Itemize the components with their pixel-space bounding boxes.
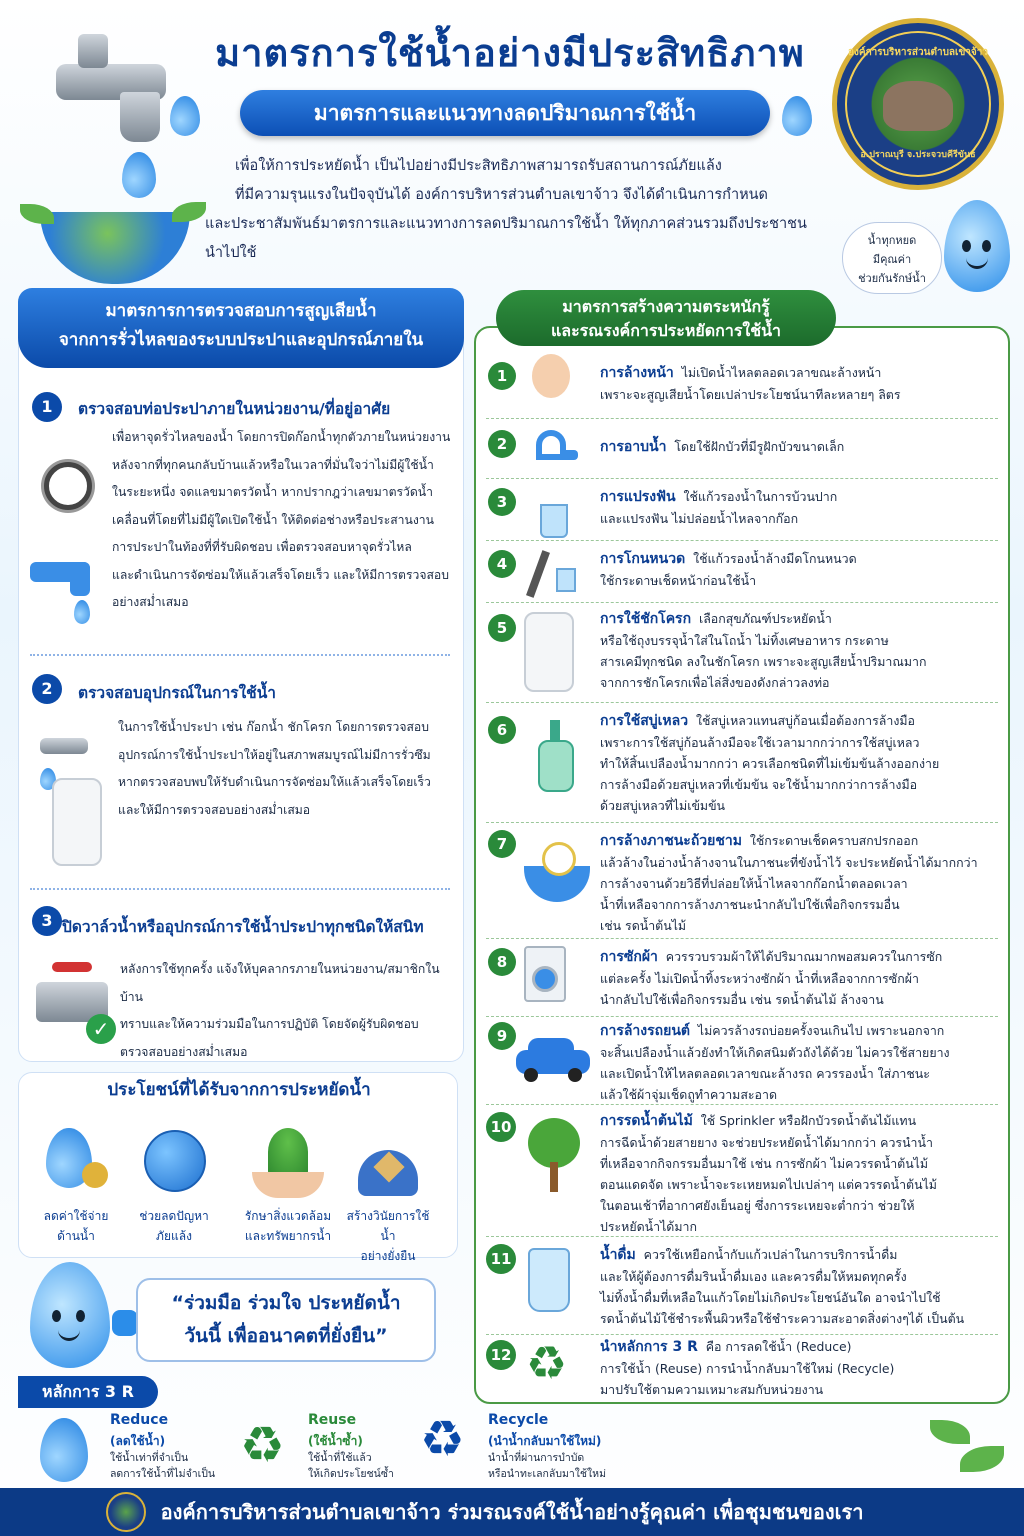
shower-icon (520, 424, 580, 484)
divider (486, 1236, 998, 1237)
benefit-item: ลดค่าใช้จ่าย ด้านน้ำ (43, 1209, 109, 1243)
check-icon: ✓ (86, 1014, 116, 1044)
item-number: 6 (488, 716, 516, 744)
item-number: 2 (488, 430, 516, 458)
awareness-item: การรดน้ำต้นไม้ ใช้ Sprinkler หรือฝักบัวรดน้ำต้นไม้แทน การฉีดน้ำด้วยสายยาง จะช่วยประหยัดน้ำได้มากกว่า ควรนำน้ำ ที่เหลือจากกิจกรรมอื่นมาใช้ เช่น การซักผ้า ไม่ควรรดน้ำต้นไม้ ตอนแดดจัด เพราะน้ำจะระเหยหมดไปเปล่าๆ แต่ควรรดน้ำต้นไม้ ในตอนเช้าที่อากาศยังเย็นอยู่ ซึ่งการระเหยจะต่ำกว่า ช่วยให้ ประหยัดน้ำได้มาก (600, 1113, 937, 1234)
reuse-body: ใช้น้ำที่ใช้แล้ว ให้เกิดประโยชน์ซ้ำ (308, 1452, 394, 1480)
inspection-panel-heading: มาตรการการตรวจสอบการสูญเสียน้ำ จากการรั่วไหลของระบบประปาและอุปกรณ์ภายใน (18, 288, 464, 368)
section-body: หลังการใช้ทุกครั้ง แจ้งให้บุคลากรภายในหน่วยงาน/สมาชิกในบ้าน ทราบและให้ความร่วมมือในการปฏิบัติ โดยจัดผู้รับผิดชอบ ตรวจสอบอย่างสม่ำเสมอ (120, 962, 440, 1059)
elephant-icon (883, 81, 953, 131)
liquid-soap-icon (520, 720, 580, 800)
item-number: 7 (488, 830, 516, 858)
faucet-icon (40, 738, 88, 754)
section-body: ในการใช้น้ำประปา เช่น ก๊อกน้ำ ชักโครก โดยการตรวจสอบ อุปกรณ์การใช้น้ำประปาให้อยู่ในสภาพสมบูรณ์ไม่มีการรั่วซึม หากตรวจสอบพบให้รับดำเนินการจัดซ่อมให้แล้วเสร็จโดยเร็ว และให้มีการตรวจสอบอย่างสม่ำเสมอ (118, 720, 431, 817)
divider (486, 602, 998, 603)
face-wash-icon (520, 350, 580, 410)
plant-icon (268, 1128, 308, 1176)
water-coins-icon (46, 1128, 110, 1198)
recycle-sub: (นำน้ำกลับมาใช้ใหม่) (488, 1434, 602, 1448)
benefits-heading: ประโยชน์ที่ได้รับจากการประหยัดน้ำ (107, 1080, 371, 1100)
section-title: ปิดวาล์วน้ำหรืออุปกรณ์การใช้น้ำประปาทุกชนิดให้สนิท (62, 918, 424, 936)
divider (486, 1334, 998, 1335)
divider (486, 938, 998, 939)
awareness-item: การอาบน้ำ โดยใช้ฝักบัวที่มีรูฝักบัวขนาดเล็ก (600, 439, 845, 455)
section-title: ตรวจสอบอุปกรณ์ในการใช้น้ำ (78, 684, 276, 702)
awareness-item: การใช้สบู่เหลว ใช้สบู่เหลวแทนสบู่ก้อนเมื่อต้องการล้างมือ เพราะการใช้สบู่ก้อนล้างมือจะใช้เวลามากกว่าการใช้สบู่เหลว ทำให้สิ้นเปลืองน้ำมากกว่า ควรเลือกชนิดที่ไม่เข้มข้นล้างออกง่าย การล้างมือด้วยสบู่เหลวที่เข้มข้น จะใช้น้ำมากกว่าการล้างมือ ด้วยสบู่เหลวที่ไม่เข้มข้น (600, 713, 940, 813)
divider (486, 702, 998, 703)
item-number: 3 (488, 488, 516, 516)
benefit-item: ช่วยลดปัญหา ภัยแล้ง (139, 1209, 209, 1243)
item-number: 8 (488, 948, 516, 976)
page-title: มาตรการใช้น้ำอย่างมีประสิทธิภาพ (215, 31, 805, 75)
divider (486, 418, 998, 419)
section-number: 3 (32, 906, 62, 936)
mascot-speech-bubble: น้ำทุกหยด มีคุณค่า ช่วยกันรักษ์น้ำ (842, 222, 942, 294)
recycle-icon: ♻ (526, 1336, 568, 1390)
recycle-icon: ♻ (420, 1410, 465, 1468)
section-title: ตรวจสอบท่อประปาภายในหน่วยงาน/ที่อยู่อาศัย (78, 400, 391, 418)
reduce-title: Reduce (110, 1412, 169, 1428)
awareness-item: การล้างหน้า ไม่เปิดน้ำไหลตลอดเวลาขณะล้างหน้า เพราะจะสูญเสียน้ำโดยเปล่าประโยชน์นาทีละหลายๆ ลิตร (600, 365, 901, 402)
tree-sprinkler-icon (520, 1114, 584, 1198)
water-drop-icon (170, 96, 200, 136)
item-number: 12 (486, 1340, 516, 1370)
water-drop-icon (74, 600, 90, 624)
item-number: 10 (486, 1112, 516, 1142)
reuse-title: Reuse (308, 1412, 357, 1428)
three-r-heading: หลักการ 3 R (18, 1376, 158, 1408)
reuse-recycle-icon: ♻ (240, 1416, 285, 1474)
footer-banner: องค์การบริหารส่วนตำบลเขาจ้าว ร่วมรณรงค์ใช้น้ำอย่างรู้คุณค่า เพื่อชุมชนของเรา (0, 1488, 1024, 1536)
water-drop-mascot (30, 1262, 110, 1368)
awareness-item: การโกนหนวด ใช้แก้วรองน้ำล้างมีดโกนหนวด ใช้กระดาษเช็ดหน้าก่อนใช้น้ำ (600, 551, 857, 588)
awareness-item: การใช้ชักโครก เลือกสุขภัณฑ์ประหยัดน้ำ หรือใช้ถุงบรรจุน้ำใส่ในโถน้ำ ไม่ทิ้งเศษอาหาร กระดาษ สารเคมีทุกชนิด ลงในชักโครก เพราะจะสูญเสียน้ำปริมาณมาก จากการชักโครกเพื่อไล่สิ่งของดังกล่าวลงท่อ (600, 611, 927, 690)
water-drop-mascot (944, 200, 1010, 292)
reuse-sub: (ใช้น้ำซ้ำ) (308, 1434, 363, 1448)
reduce-sub: (ลดใช้น้ำ) (110, 1434, 166, 1448)
reduce-body: ใช้น้ำเท่าที่จำเป็น ลดการใช้น้ำที่ไม่จำเป็น (110, 1452, 216, 1480)
benefit-item: รักษาสิ่งแวดล้อม และทรัพยากรน้ำ (244, 1209, 332, 1243)
leaf-decoration (960, 1446, 1004, 1472)
intro-text: เพื่อให้การประหยัดน้ำ เป็นไปอย่างมีประสิทธิภาพสามารถรับสถานการณ์ภัยแล้ง ที่มีความรุนแรงในปัจจุบันได้ องค์การบริหารส่วนตำบลเขาจ้าว จึงได้ดำเนินการกำหนด และประชาสัมพันธ์มาตรการและแนวทางการลดปริมาณการใช้น้ำ ให้ทุกภาคส่วนรวมถึงประชาชน นำไปใช้ (205, 158, 807, 261)
pipe-elbow (70, 562, 90, 596)
dish-basin-icon (520, 838, 594, 908)
recycle-title: Recycle (488, 1412, 549, 1428)
valve-icon (52, 962, 92, 972)
item-number: 4 (488, 550, 516, 578)
divider (486, 1104, 998, 1105)
awareness-item: น้ำดื่ม ควรใช้เหยือกน้ำกับแก้วเปล่าในการบริการน้ำดื่ม และให้ผู้ต้องการดื่มรินน้ำดื่มเอง และควรดื่มให้หมดทุกครั้ง ไม่ทิ้งน้ำดื่มที่เหลือในแก้วโดยไม่เกิดประโยชน์อันใด อาจนำไปใช้ รดน้ำต้นไม้ใช้ชำระพื้นผิวหรือใช้ชำระความสะอาดสิ่งต่างๆได้ เป็นต้น (600, 1247, 965, 1326)
awareness-item: การล้างรถยนต์ ไม่ควรล้างรถบ่อยครั้งจนเกินไป เพราะนอกจาก จะสิ้นเปลืองน้ำแล้วยังทำให้เกิดสนิมตัวถังได้ด้วย ไม่ควรใช้สายยาง และเปิดน้ำให้ไหลตลอดเวลาขณะล้างรถ ควรรองน้ำ ใส่ภาชนะ แล้วใช้ผ้าจุ่มเช็ดถูทำความสะอาด (600, 1023, 950, 1102)
divider (486, 478, 998, 479)
recycle-body: นำน้ำที่ผ่านการบำบัด หรือนำทะเลกลับมาใช้ใหม่ (488, 1452, 607, 1480)
organization-seal-icon (106, 1492, 146, 1532)
car-icon (512, 1034, 594, 1084)
toilet-icon (52, 778, 102, 866)
thumbs-up-icon (112, 1310, 138, 1336)
section-body: เพื่อหาจุดรั่วไหลของน้ำ โดยการปิดก๊อกน้ำทุกตัวภายในหน่วยงาน หลังจากที่ทุกคนกลับบ้านแล้วหรือในเวลาที่มั่นใจว่าไม่มีผู้ใช้น้ำ ในระยะหนึ่ง จดแลขมาตรวัดน้ำ หากปรากฎว่าเลขมาตรวัดน้ำ เคลื่อนที่โดยที่ไม่มีผู้ใดเปิดใช้น้ำ ให้ติดต่อช่างหรือประสานงาน การประปาในท้องที่ที่รับผิดชอบ เพื่อตรวจสอบหาจุดรั่วไหล และดำเนินการจัดซ่อมให้แล้วเสร็จโดยเร็ว และให้มีการตรวจสอบ อย่างสม่ำเสมอ (112, 430, 451, 609)
item-number: 5 (488, 614, 516, 642)
water-meter-icon (44, 462, 92, 510)
awareness-item: การซักผ้า ควรรวบรวมผ้าให้ได้ปริมาณมากพอสมควรในการซัก แต่ละครั้ง ไม่เปิดน้ำทิ้งระหว่างซักผ้า น้ำที่เหลือจากการซักผ้า นำกลับไปใช้เพื่อกิจกรรมอื่น เช่น รดน้ำต้นไม้ ล้างจาน (600, 949, 943, 1007)
leaf-decoration (930, 1420, 970, 1444)
section-number: 1 (32, 392, 62, 422)
toothbrush-glass-icon (520, 484, 580, 544)
globe-icon (144, 1130, 206, 1192)
divider (30, 654, 450, 656)
awareness-panel-heading: มาตรการสร้างความตระหนักรู้ และรณรงค์การประหยัดการใช้น้ำ (496, 290, 836, 346)
razor-icon (520, 544, 580, 604)
awareness-item: การแปรงฟัน ใช้แก้วรองน้ำในการบ้วนปาก และแปรงฟัน ไม่ปล่อยน้ำไหลจากก๊อก (600, 489, 838, 526)
divider (486, 1016, 998, 1017)
divider (30, 888, 450, 890)
toilet-icon (524, 612, 574, 692)
washing-machine-icon (520, 946, 584, 1006)
page-subtitle: มาตรการและแนวทางลดปริมาณการใช้น้ำ (240, 90, 770, 136)
awareness-item: การล้างภาชนะถ้วยชาม ใช้กระดาษเช็ดคราบสกปรกออก แล้วล้างในอ่างน้ำล้างจานในภาชนะที่ขังน้ำไว้ จะประหยัดน้ำได้มากกว่า การล้างจานด้วยวิธีที่ปล่อยให้น้ำไหลจากก๊อกน้ำตลอดเวลา น้ำที่เหลือจากการล้างภาชนะนำกลับไปใช้เพื่อกิจกรรมอื่น เช่น รดน้ำต้นไม้ (600, 833, 978, 933)
campaign-quote: “ร่วมมือ ร่วมใจ ประหยัดน้ำ วันนี้ เพื่ออนาคตที่ยั่งยืน” (136, 1278, 436, 1362)
item-number: 9 (488, 1022, 516, 1050)
item-number: 1 (488, 362, 516, 390)
divider (486, 822, 998, 823)
awareness-item: นำหลักการ 3 R คือ การลดใช้น้ำ (Reduce) การใช้น้ำ (Reuse) การนำน้ำกลับมาใช้ใหม่ (Recycle) มาปรับใช้ตามความเหมาะสมกับหน่วยงาน (600, 1339, 895, 1397)
water-drop-icon (40, 1418, 88, 1482)
water-drop-icon (782, 96, 812, 136)
benefit-item: สร้างวินัยการใช้น้ำ อย่างยั่งยืน (346, 1209, 430, 1263)
organization-seal: องค์การบริหารส่วนตำบลเขาจ้าว อ.ปราณบุรี จ.ประจวบคีรีขันธ์ (832, 18, 1004, 190)
divider (486, 540, 998, 541)
section-number: 2 (32, 674, 62, 704)
water-jug-icon (520, 1244, 580, 1320)
item-number: 11 (486, 1244, 516, 1274)
